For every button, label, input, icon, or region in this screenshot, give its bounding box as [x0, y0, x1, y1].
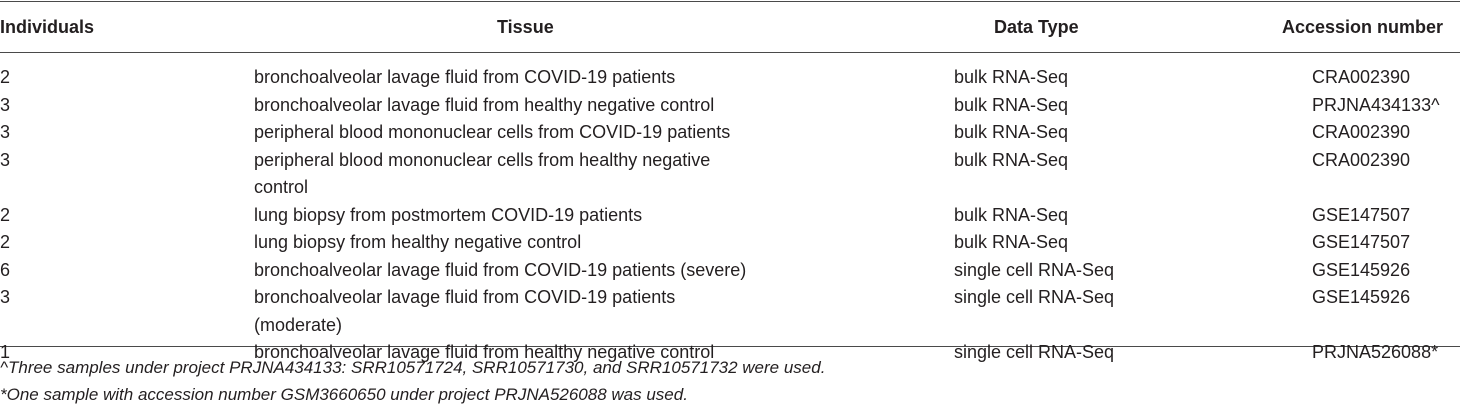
- cell-data-type: bulk RNA-Seq: [954, 67, 1069, 87]
- cell-individuals: 3: [0, 287, 11, 307]
- cell-individuals: 3: [0, 122, 11, 142]
- cell-tissue: bronchoalveolar lavage fluid from healthy negative control: [254, 342, 715, 362]
- cell-tissue: bronchoalveolar lavage fluid from COVID-19 patients: [254, 67, 676, 87]
- table-row: [0, 52, 1460, 92]
- cell-tissue: peripheral blood mononuclear cells from healthy negative control: [254, 149, 711, 197]
- footnote-asterisk: *One sample with accession number GSM3660650 under project PRJNA526088 was used.: [0, 385, 688, 404]
- data-table: [0, 2, 1460, 367]
- cell-individuals: 3: [0, 149, 11, 170]
- cell-data-type: bulk RNA-Seq: [954, 122, 1069, 142]
- cell-accession: CRA002390: [1312, 149, 1411, 170]
- cell-accession: GSE145926: [1312, 259, 1411, 280]
- cell-accession: PRJNA526088*: [1312, 342, 1439, 362]
- cell-data-type: single cell RNA-Seq: [954, 342, 1115, 362]
- cell-accession: PRJNA434133^: [1312, 94, 1440, 115]
- table-row: [0, 147, 1460, 202]
- table-row: [0, 202, 1460, 230]
- table-footnotes: [0, 354, 1460, 408]
- header-data-type: Data Type: [994, 16, 1079, 37]
- header-individuals: Individuals: [0, 16, 95, 37]
- cell-accession: CRA002390: [1312, 122, 1411, 142]
- cell-accession: CRA002390: [1312, 67, 1411, 87]
- table-row: [0, 92, 1460, 120]
- cell-data-type: bulk RNA-Seq: [954, 232, 1069, 252]
- cell-accession: GSE145926: [1312, 287, 1411, 307]
- cell-accession: GSE147507: [1312, 232, 1411, 252]
- header-accession-number: Accession number: [1282, 16, 1444, 37]
- cell-data-type: bulk RNA-Seq: [954, 204, 1069, 225]
- cell-accession: GSE147507: [1312, 204, 1411, 225]
- cell-tissue: lung biopsy from postmortem COVID-19 patients: [254, 204, 643, 225]
- table-row: [0, 229, 1460, 257]
- table-row: [0, 257, 1460, 285]
- table-row: [0, 284, 1460, 339]
- cell-data-type: single cell RNA-Seq: [954, 259, 1115, 280]
- table-row: [0, 119, 1460, 147]
- header-row: [0, 2, 1460, 52]
- cell-individuals: 2: [0, 204, 11, 225]
- cell-individuals: 2: [0, 67, 11, 87]
- cell-individuals: 1: [0, 342, 11, 362]
- footnote-caret: ^Three samples under project PRJNA434133: SRR10571724, SRR10571730, and SRR10571732 were used.: [0, 358, 826, 377]
- cell-data-type: bulk RNA-Seq: [954, 94, 1069, 115]
- cell-tissue: lung biopsy from healthy negative control: [254, 232, 582, 252]
- cell-tissue: bronchoalveolar lavage fluid from COVID-19 patients (severe): [254, 259, 747, 280]
- cell-data-type: bulk RNA-Seq: [954, 149, 1069, 170]
- header-tissue: Tissue: [497, 16, 554, 37]
- cell-tissue: bronchoalveolar lavage fluid from healthy negative control: [254, 94, 715, 115]
- cell-tissue: bronchoalveolar lavage fluid from COVID-19 patients (moderate): [254, 287, 676, 335]
- cell-individuals: 3: [0, 94, 11, 115]
- cell-individuals: 2: [0, 232, 11, 252]
- cell-data-type: single cell RNA-Seq: [954, 287, 1115, 307]
- cell-tissue: peripheral blood mononuclear cells from COVID-19 patients: [254, 122, 731, 142]
- cell-individuals: 6: [0, 259, 11, 280]
